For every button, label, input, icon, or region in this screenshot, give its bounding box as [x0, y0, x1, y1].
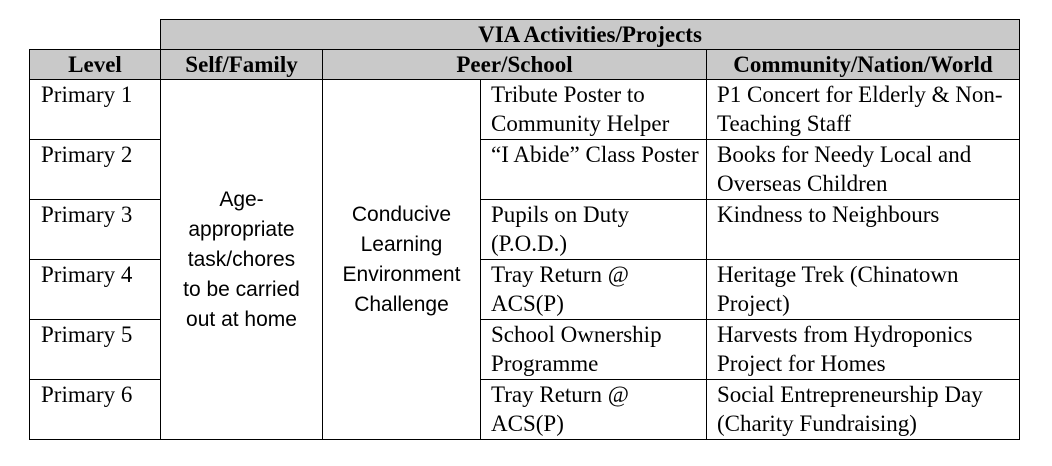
self-family-text: Age- appropriate task/chores to be carried out at home	[183, 187, 300, 331]
table-title: VIA Activities/Projects	[161, 20, 1020, 50]
level-cell: Primary 6	[30, 380, 161, 440]
level-cell: Primary 1	[30, 80, 161, 140]
header-level: Level	[30, 50, 161, 80]
community-activity-cell: Harvests from Hydroponics Project for Homes	[707, 320, 1020, 380]
level-cell: Primary 2	[30, 140, 161, 200]
level-cell: Primary 4	[30, 260, 161, 320]
peer-activity-cell: Tray Return @ ACS(P)	[481, 380, 707, 440]
peer-activity-cell: Tray Return @ ACS(P)	[481, 260, 707, 320]
peer-school-text: Conducive Learning Environment Challenge	[342, 202, 461, 316]
community-activity-cell: P1 Concert for Elderly & Non-Teaching Staff	[707, 80, 1020, 140]
via-table	[29, 19, 1020, 440]
self-family-cell	[161, 80, 323, 440]
community-activity-cell: Heritage Trek (Chinatown Project)	[707, 260, 1020, 320]
header-community: Community/Nation/World	[707, 50, 1020, 80]
blank-corner	[30, 20, 161, 50]
level-cell: Primary 3	[30, 200, 161, 260]
peer-activity-cell: “I Abide” Class Poster	[481, 140, 707, 200]
community-activity-cell: Social Entrepreneurship Day (Charity Fundraising)	[707, 380, 1020, 440]
peer-school-cell	[323, 80, 481, 440]
peer-activity-cell: School Ownership Programme	[481, 320, 707, 380]
header-peer-school: Peer/School	[323, 50, 707, 80]
peer-activity-cell: Tribute Poster to Community Helper	[481, 80, 707, 140]
community-activity-cell: Books for Needy Local and Overseas Children	[707, 140, 1020, 200]
community-activity-cell: Kindness to Neighbours	[707, 200, 1020, 260]
header-self-family: Self/Family	[161, 50, 323, 80]
peer-activity-cell: Pupils on Duty (P.O.D.)	[481, 200, 707, 260]
level-cell: Primary 5	[30, 320, 161, 380]
